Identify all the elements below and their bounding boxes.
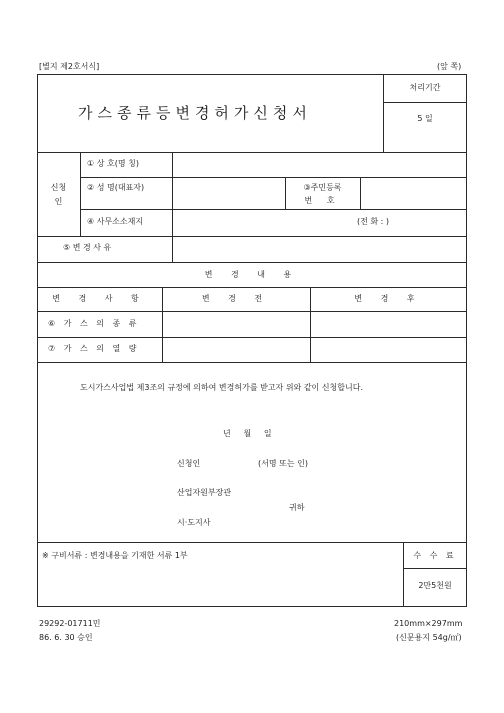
resident-number-field[interactable] [361, 178, 466, 209]
page-side: (앞 쪽) [437, 62, 462, 71]
processing-period-label: 처리기간 [409, 83, 441, 92]
processing-period-value: 5 일 [417, 114, 433, 123]
required-documents-note: ※ 구비서류 : 변경내용을 기재한 서류 1부 [42, 551, 188, 560]
application-date: 년 월 일 [223, 429, 272, 438]
change-reason-field[interactable] [173, 237, 466, 262]
fee-label: 수 수 료 [413, 551, 457, 560]
gas-type-row-label: ⑥ 가 스 의 종 류 [48, 319, 140, 328]
recipient-governor: 시·도지사 [177, 518, 211, 527]
gas-type-after-field[interactable] [311, 312, 466, 337]
form-code: 29292-01711민 [39, 619, 101, 628]
after-change-header: 변 경 후 [354, 294, 423, 303]
declaration-text: 도시가스사업법 제3조의 규정에 의하여 변경허가를 받고자 위와 같이 신청합니다. [80, 383, 363, 392]
gas-heat-row-label: ⑦ 가 스 의 열 량 [48, 344, 140, 353]
signer-label: 신청인 [177, 459, 201, 468]
signature-note: (서명 또는 인) [258, 459, 308, 468]
paper-size: 210mm×297mm [394, 619, 463, 628]
change-item-header: 변 경 사 항 [52, 294, 147, 303]
representative-name-field[interactable] [173, 178, 284, 209]
change-reason-label: ⑤ 변 경 사 유 [63, 243, 112, 252]
company-name-label: ① 상 호(명 칭) [87, 159, 139, 168]
before-change-header: 변 경 전 [201, 294, 271, 303]
representative-name-label: ② 성 명(대표자) [87, 183, 145, 192]
recipient-honorific: 귀하 [289, 503, 305, 512]
resident-number-label-line1: ③주민등록 [303, 183, 342, 192]
company-name-field[interactable] [173, 153, 466, 177]
gas-heat-before-field[interactable] [163, 338, 309, 362]
gas-heat-after-field[interactable] [311, 338, 466, 362]
form-title: 가스종류등변경허가신청서 [78, 104, 312, 122]
fee-value: 2만5천원 [418, 581, 452, 590]
paper-spec: (신문용지 54g/㎡) [396, 633, 462, 642]
applicant-label-line2: 인 [54, 197, 63, 206]
form-number: [별지 제2호서식] [39, 62, 100, 71]
approval-date: 86. 6. 30 승인 [39, 633, 93, 642]
recipient-minister: 산업자원부장관 [177, 488, 232, 497]
applicant-label-line1: 신청 [50, 183, 67, 192]
office-address-field[interactable] [173, 210, 466, 236]
office-address-label: ④ 사무소소재지 [87, 217, 144, 226]
resident-number-label-line2: 번 호 [304, 196, 341, 205]
change-contents-title: 변 경 내 용 [204, 270, 300, 279]
phone-label: (전 화 : ) [357, 217, 390, 226]
gas-type-before-field[interactable] [163, 312, 309, 337]
